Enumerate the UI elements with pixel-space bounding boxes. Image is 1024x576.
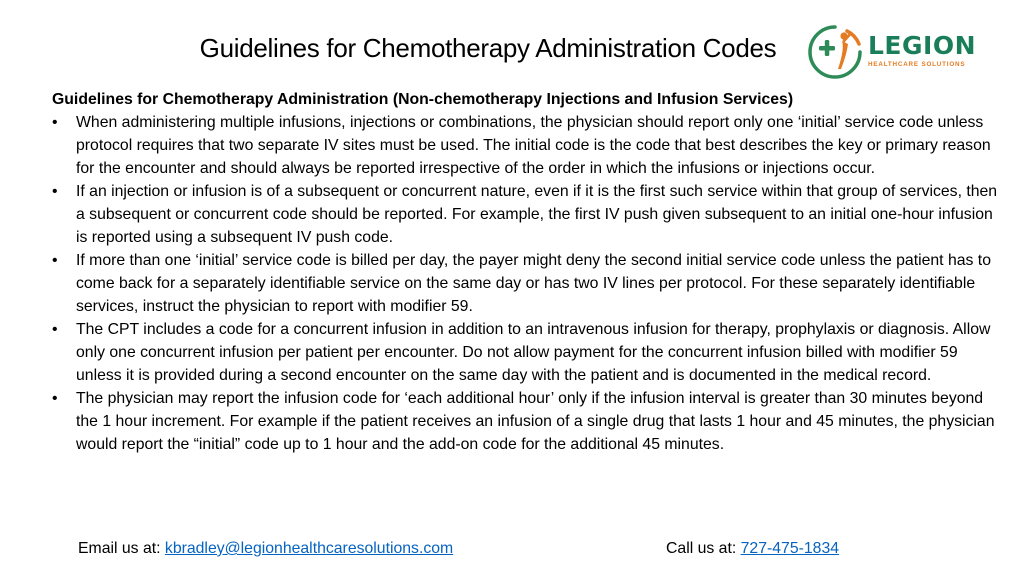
content-heading: Guidelines for Chemotherapy Administration (Non-chemotherapy Injections and Infusion Services) [52,91,794,108]
bullet-marker: • [52,183,58,200]
slide-title: Guidelines for Chemotherapy Administration Codes [199,33,777,63]
list-item-text: The CPT includes a code for a concurrent infusion in addition to an intravenous infusion for therapy, prophylaxis or diagnosis. Allow only one concurrent infusion per patient per encounter. Do not allow payment for the concurrent infusion billed with modifier 59 unless it is provided during a second encounter on the same day with the patient and is documented in the medical record. [76,321,991,384]
footer-phone [666,540,839,558]
email-label: Email us at: [78,540,165,557]
list-item [52,180,1002,249]
logo-tagline: HEALTHCARE SOLUTIONS [868,61,966,68]
list-item-text: The physician may report the infusion code for ‘each additional hour’ only if the infusion interval is greater than 30 minutes beyond the 1 hour increment. For example if the patient receives an infusion of a single drug that lasts 1 hour and 45 minutes, the physician would report the “initial” code up to 1 hour and the add-on code for the additional 45 minutes. [76,390,995,453]
list-item [52,249,1002,318]
bullet-marker: • [52,114,58,131]
list-item [52,111,1002,180]
email-link[interactable]: kbradley@legionhealthcaresolutions.com [164,540,454,557]
list-item [52,318,1002,387]
phone-label: Call us at: [666,540,741,557]
bullet-marker: • [52,321,58,338]
list-item [52,387,1002,456]
legion-emblem-icon [806,23,864,81]
bullet-marker: • [52,252,58,269]
logo-wordmark: LEGION [868,31,977,60]
list-item-text: If more than one ‘initial’ service code is billed per day, the payer might deny the second initial service code unless the patient has to come back for a separately identifiable service on the same day or has two IV lines per protocol. For these separately identifiable services, instruct the physician to report with modifier 59. [76,252,991,315]
list-item-text: If an injection or infusion is of a subsequent or concurrent nature, even if it is the first such service within that group of services, then a subsequent or concurrent code should be reported. For example, the first IV push given subsequent to an initial one-hour infusion is reported using a subsequent IV push code. [76,183,998,246]
bullet-marker: • [52,390,58,407]
footer-email [78,540,453,558]
bullet-list [52,111,1002,456]
phone-link[interactable]: 727-475-1834 [740,540,840,557]
legion-logo [806,22,986,82]
list-item-text: When administering multiple infusions, injections or combinations, the physician should report only one ‘initial’ service code unless protocol requires that two separate IV sites must be used. The initial code is the code that best describes the key or primary reason for the encounter and should always be reported irrespective of the order in which the infusions or injections occur. [76,114,991,177]
content-body [52,88,1002,456]
